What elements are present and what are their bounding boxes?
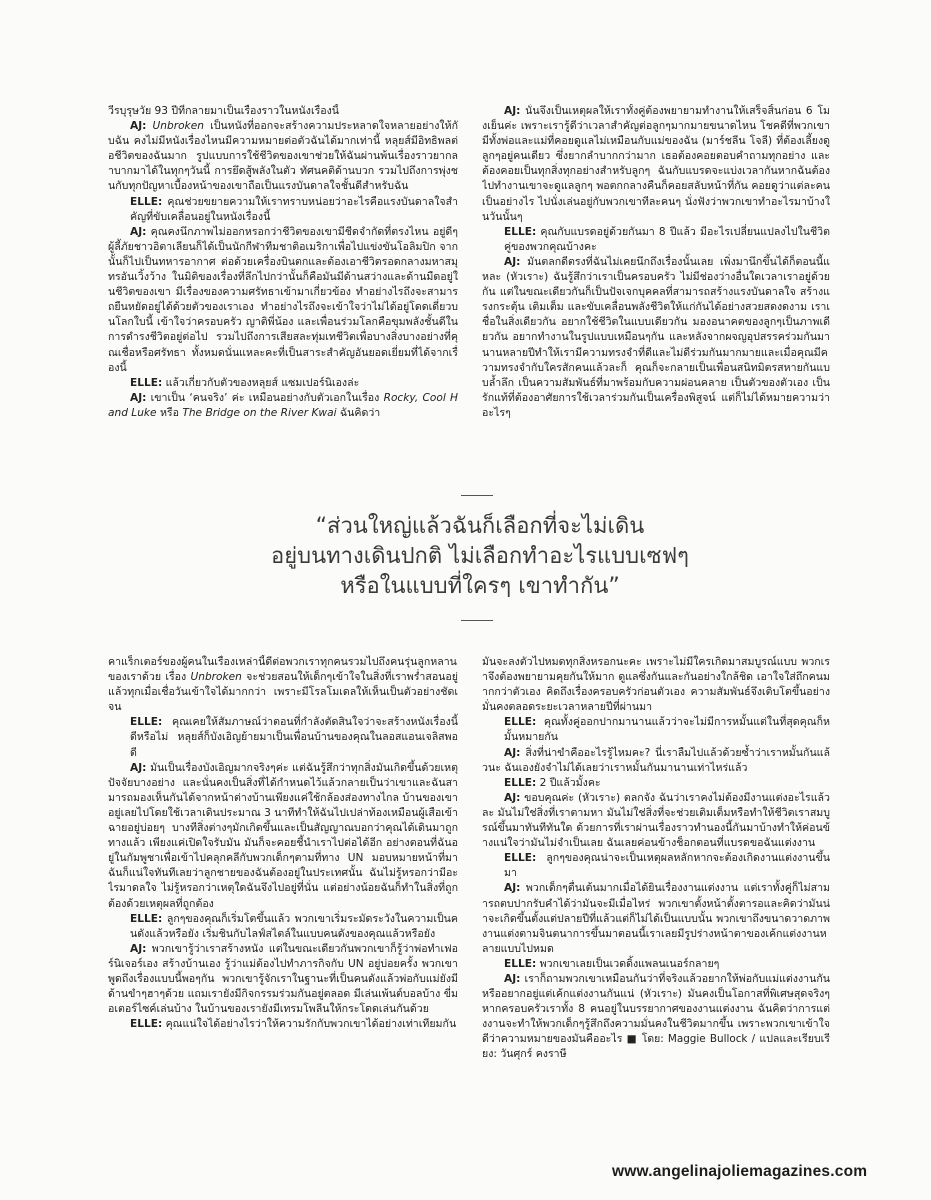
speaker-label: AJ: bbox=[504, 882, 521, 895]
divider bbox=[461, 620, 493, 621]
speaker-label: ELLE: bbox=[130, 376, 163, 389]
speaker-label: ELLE: bbox=[130, 1018, 163, 1031]
answer-paragraph: AJ: Unbroken เป็นหนังที่ออกจะสร้างความประหลาดใจหลายอย่างให้กับฉัน คงไม่มีหนังเรื่องไหนมีความหมายต่อตัวฉันได้มากเท่านี้ หลุยส์มีอิทธิพลต่อชีวิตของฉันมาก รูปแบบการใช้ชีวิตของเขาช่วยให้ฉันผ่านพ้นเรื่องราวยากลำบากมาได้ในทุกๆวันนี้ การยึดสู้พลังในตัว ทัศนคติด้านบวก รวมไปถึงการพุ่งชนกับทุกปัญหาเบื้องหน้าของเขาถือเป็นแรงบันดาลใจชั้นดีสำหรับฉัน bbox=[108, 120, 458, 193]
speaker-label: AJ: bbox=[130, 391, 147, 404]
speaker-label: ELLE: bbox=[130, 716, 163, 729]
answer-paragraph: AJ: มันตลกดีตรงที่ฉันไม่เคยนึกถึงเรื่องนั้นเลย เพิ่งมานึกขึ้นได้ก็ตอนนี้แหละ (หัวเราะ) ฉันรู้สึกว่าเราเป็นครอบครัว ไม่มีช่องว่างอื่นใดเวลาเราอยู่ด้วยกัน แต่ในขณะเดียวกันก็เป็นปัจเจกบุคคลที่สามารถสร้างแรงบันดาลใจ สร้างแรงกระตุ้น เติมเต็ม และขับเคลื่อนพลังชีวิตให้แก่กันได้อย่างสวยสดงดงาม เราเชื่อในสิ่งเดียวกัน อยากใช้ชีวิตในแบบเดียวกัน มองอนาคตของลูกๆเป็นภาพเดียวกัน อยากทำงานในรูปแบบเหมือนๆกัน และหลังจากผจญอุปสรรคร่วมกันมานานหลายปีทำให้เรามีความทรงจำที่ดีและไม่ดีร่วมกันมากมายและเมื่อคุณมีความทรงจำกับใครสักคนแล้วละก็ คุณก็จะกลายเป็นเพื่อนสนิทมิตรสหายกันแบบล้ำลึก เป็นความสัมพันธ์ที่มาพร้อมกับความผ่อนคลาย เป็นตัวของตัวเอง เป็นรักแท้ที่ต้องอาศัยการใช้เวลาร่วมกันเป็นเครื่องพิสูจน์ แต่ก็ไม่ได้หมายความว่าอะไรๆ bbox=[482, 255, 830, 419]
speaker-label: ELLE: bbox=[504, 957, 537, 970]
pull-quote-line: หรือในแบบที่ใครๆ เขาทำกัน” bbox=[340, 574, 620, 599]
answer-paragraph: AJ: คุณคงนึกภาพไม่ออกหรอกว่าชีวิตของเขามีชีดจำกัดที่ตรงไหน อยู่ดีๆผู้ลี้ภัยชาวอิตาเลียนก็ได้เป็นนักกีฬาทีมชาติอเมริกาเพื่อไปแข่งขันโอลิมปิก จากนั้นก็ไปเป็นทหารอากาศ ต่อด้วยเครื่องบินตกและต้องเอาชีวิตรอดกลางมหาสมุทรอันเวิ้งว้าง ในมิติของเรื่องที่ลึกไปกว่านั้นก็คือมันมีด้านสว่างและด้านมืดอยู่ในชีวิตของเขา มีเรื่องของความศรัทธาเข้ามาเกี่ยวข้อง ทำอย่างไรถึงจะสามารถยืนหยัดอยู่ได้ด้วยตัวของเราเอง ทำอย่างไรถึงจะเข้าใจว่าไม่ได้อยู่โดดเดี่ยวบนโลกใบนี้ เข้าใจว่าครอบครัว ญาติพี่น้อง และเพื่อนร่วมโลกคือขุมพลังชั้นดีในการดำรงชีวิตอยู่ต่อไป รวมไปถึงการเสียสละทุ่มเทชีวิตเพื่อบางสิ่งบางอย่างที่คุณเชื่อหรือศรัทธา ทั้งหมดนั่นแหละคะที่เป็นสาระสำคัญอันยอดเยี่ยมที่ได้จากเรื่องนี้ bbox=[108, 225, 458, 374]
question-paragraph: ELLE: ลูกๆของคุณก็เริ่มโตขึ้นแล้ว พวกเขาเริ่มระมัดระวังในความเป็นคนดังแล้วหรือยัง เริ่มชินกับไลฟ์สไตล์ในแบบคนดังของคุณแล้วหรือยัง bbox=[130, 912, 458, 940]
translator-credit: แปลและเรียบเรียง: วันศุกร์ คงราษี bbox=[482, 1033, 830, 1061]
answer-paragraph: AJ: นั่นจึงเป็นเหตุผลให้เราทั้งคู่ต้องพยายามทำงานให้เสร็จสิ้นก่อน 6 โมงเย็นค่ะ เพราะเรารู้ดีว่าเวลาสำคัญต่อลูกๆมากมายขนาดไหน โชคดีที่พวกเขามีทั้งพ่อและแม่ที่คอยดูแลไม่เหมือนกับแม่ของฉัน (มาร์ชลีน โจลี) ที่ต้องเลี้ยงดูลูกๆอยู่คนเดียว ซึ่งยากลำบากกว่ามาก เธอต้องคอยตอบคำถามทุกอย่าง และต้องคอยเป็นทุกสิ่งทุกอย่างสำหรับลูกๆ ฉันกับแบรดจะแบ่งเวลากันหากฉันต้องไปทำงานเขาจะดูแลลูกๆ พอตกกลางคืนก็คอยสลับหน้าที่กัน คอยดูว่าแต่ละคนเป็นอย่างไร ไปนั่งเล่นอยู่กับพวกเขาทีละคนๆ นั่งฟังว่าพวกเขาทำอะไรมาบ้างในวันนั้นๆ bbox=[482, 105, 830, 223]
speaker-label: ELLE: bbox=[130, 195, 163, 208]
speaker-label: AJ: bbox=[130, 225, 147, 238]
answer-paragraph: AJ: ขอบคุณค่ะ (หัวเราะ) ตลกจัง ฉันว่าเราคงไม่ต้องมีงานแต่งอะไรแล้วละ มันไม่ใช่สิ่งที่เราตามหา มันไม่ใช่สิ่งที่จะช่วยเติมเต็มหรือทำให้ชีวิตเราสมบูรณ์ขึ้นมาทันทีทันใด ด้วยการที่เราผ่านเรื่องราวทำนองนี้กันมาบ้างทำให้ค่อนข้างแน่ใจว่ามันไม่จำเป็นเลย ฉันเลยค่อนข้างช็อกตอนที่แบรดขอฉันแต่งงาน bbox=[482, 791, 830, 850]
speaker-label: AJ: bbox=[504, 255, 521, 268]
answer-paragraph: AJ: สิ่งที่น่าขำคืออะไรรู้ไหมคะ? นี่เราลืมไปแล้วด้วยซ้ำว่าเราหมั้นกันแล้วนะ ฉันเองยังจำไม่ได้เลยว่าเราหมั้นกันมานานเท่าไหร่แล้ว bbox=[482, 746, 830, 774]
film-title: The Bridge on the River Kwai bbox=[182, 406, 337, 419]
answer-paragraph: AJ: พวกเด็กๆตื่นเต้นมากเมื่อได้ยินเรื่องงานแต่งงาน แต่เราทั้งคู่ก็ไม่สามารถตบปากรับคำได้ว่ามันจะมีเมื่อไหร่ พวกเขาตั้งหน้าตั้งตารอและคิดว่ามันน่าจะเกิดขึ้นตั้งแต่ปลายปีที่แล้วแต่ก็ไม่ได้เป็นแบบนั้น พวกเขาถึงขนาดวาดภาพงานแต่งตามจินตนาการขึ้นมาตอนนี้เราเลยมีรูปร่างหน้าตาของเค้กแต่งงานหลายแบบไปหมด bbox=[482, 882, 830, 955]
paragraph: มันจะลงตัวไปหมดทุกสิ่งหรอกนะคะ เพราะไม่มีใครเกิดมาสมบูรณ์แบบ พวกเราจึงต้องพยายามคุยกันให้มาก ดูแลซึ่งกันและกันอย่างใกล้ชิด เอาใจใส่ถึกคนมากกว่าตัวเอง คิดถึงเรื่องครอบครัวก่อนตัวเอง ความสัมพันธ์จึงเติบโตขึ้นอย่างมั่นคงตลอดระยะเวลาหลายปีที่ผ่านมา bbox=[482, 656, 830, 714]
question-paragraph: ELLE: คุณเคยให้สัมภาษณ์ว่าตอนที่กำลังตัดสินใจว่าจะสร้างหนังเรื่องนี้ดีหรือไม่ หลุยส์ก็บังเอิญย้ายมาเป็นเพื่อนบ้านของคุณในลอสแอนเจลิสพอดี bbox=[130, 716, 458, 759]
speaker-label: ELLE: bbox=[504, 716, 537, 729]
article-column-top-left bbox=[108, 104, 458, 480]
question-paragraph: ELLE: คุณแน่ใจได้อย่างไรว่าให้ความรักกับพวกเขาได้อย่างเท่าเทียมกัน bbox=[130, 1018, 457, 1031]
pull-quote-line: “ส่วนใหญ่แล้วฉันก็เลือกที่จะไม่เดิน bbox=[315, 514, 645, 539]
end-mark: ■ bbox=[626, 1033, 638, 1046]
answer-paragraph: AJ: พวกเขารู้ว่าเราสร้างหนัง แต่ในขณะเดียวกันพวกเขาก็รู้ว่าพ่อทำเฟอร์นิเจอร์เอง สร้างบ้านเอง รู้ว่าแม่ต้องไปทำภารกิจกับ UN อยู่บ่อยครั้ง พวกเขาพูดถึงเรื่องแบบนี้พอๆกัน พวกเขารู้จักเราในฐานะที่เป็นคนดังแล้วพ่อกับแม่ยังมีด้านขำๆฮาๆด้วย แถมเรายังมีกิจกรรมร่วมกันอยู่ตลอด มีเล่นเพ้นต์บอลบ้าง ขี่มอเตอร์ไซค์เล่นบ้าง ในบ้านของเรายังมีเทรมโพลีนให้กระโดดเล่นกันด้วย bbox=[108, 942, 458, 1016]
speaker-label: ELLE: bbox=[504, 852, 537, 865]
question-paragraph: ELLE: ลูกๆของคุณน่าจะเป็นเหตุผลหลักหากจะต้องเกิดงานแต่งงานขึ้นมา bbox=[504, 852, 830, 880]
speaker-label: AJ: bbox=[504, 791, 521, 804]
question-paragraph: ELLE: คุณช่วยขยายความให้เราทราบหน่อยว่าอะไรคือแรงบันดาลใจสำคัญที่ขับเคลื่อนอยู่ในหนังเรื่องนี้ bbox=[130, 195, 458, 223]
paragraph: คาแร็กเตอร์ของผู้คนในเรื่องเหล่านี้ดีต่อพวกเราทุกคนรวมไปถึงคนรุ่นลูกหลานของเราด้วย เรื่อง Unbroken จะช่วยสอนให้เด็กๆเข้าใจในสิ่งที่เราพร่ำสอนอยู่แล้วทุกเมื่อเชื่อวันเข้าใจได้มากกว่า เพราะมีโรลโมเดลให้เห็นเป็นตัวอย่างชัดเจน bbox=[108, 656, 458, 714]
question-paragraph: ELLE: 2 ปีแล้วมั้งคะ bbox=[504, 776, 601, 789]
article-column-top-right bbox=[482, 104, 830, 480]
speaker-label: AJ: bbox=[130, 942, 147, 955]
website-watermark: www.angelinajoliemagazines.com bbox=[612, 1163, 868, 1180]
answer-paragraph: AJ: มันเป็นเรื่องบังเอิญมากจริงๆค่ะ แต่ฉันรู้สึกว่าทุกสิ่งมันเกิดขึ้นด้วยเหตุปัจจัยบางอย่าง และนั่นคงเป็นสิ่งที่ได้กำหนดไว้แล้วกลายเป็นว่าเขาและฉันสามารถมองเห็นกันได้จากหน้าต่างบ้านเพียงแค่ใช้กล้องส่องทางไกล บ้านของเขาอยู่เลยไปโดยใช้เวลาเดินประมาณ 3 นาทีทำให้ฉันไปเปล่าท้องเหมือนผู้เสือเข้าฉายอยู่บ่อยๆ บางทีสิ่งต่างๆมักเกิดขึ้นและเป็นสัญญาณบอกว่าคุณได้เดินมาถูกทางแล้ว เพียงแค่เปิดใจรับมัน มันก็จะคอยชี้นำเราไปต่อได้อีก อย่างตอนที่ฉันอยู่ในกัมพูชาเพื่อเข้าไปคลุกคลีกับพวกเด็กๆตามที่ทาง UN มอบหมายหน้าที่มา ฉันก็แน่ใจทันทีเลยว่าลูกชายของฉันต้องอยู่ในประเทศนั้น ฉันไม่รู้หรอกว่ามีอะไรมาดลใจ ไม่รู้หรอกว่าเหตุใดฉันจึงไปอยู่ที่นั่น แต่อย่างน้อยฉันก็ทำในสิ่งที่ถูกต้องด้วยเหตุผลที่ถูกต้อง bbox=[108, 761, 458, 910]
byline: โดย: Maggie Bullock / bbox=[641, 1033, 756, 1046]
question-paragraph: ELLE: คุณทั้งคู่ออกปากมานานแล้วว่าจะไม่มีการหมั้นแต่ในที่สุดคุณก็หมั้นหมายกัน bbox=[504, 716, 830, 744]
article-column-bottom-right bbox=[482, 655, 830, 1125]
article-column-bottom-left bbox=[108, 655, 458, 1125]
paragraph: วีรบุรุษวัย 93 ปีที่กลายมาเป็นเรื่องราวในหนังเรื่องนี้ bbox=[108, 105, 340, 117]
pull-quote bbox=[240, 512, 720, 602]
speaker-label: ELLE: bbox=[504, 225, 537, 238]
speaker-label: AJ: bbox=[130, 761, 147, 774]
answer-paragraph: AJ: เขาเป็น ‘คนจริง’ ค่ะ เหมือนอย่างกับตัวเอกในเรื่อง Rocky, Cool Hand Luke หรือ The Bridge on the River Kwai ฉันคิดว่า bbox=[108, 391, 458, 419]
speaker-label: AJ: bbox=[504, 972, 521, 985]
question-paragraph: ELLE: คุณกับแบรดอยู่ด้วยกันมา 8 ปีแล้ว มีอะไรเปลี่ยนแปลงไปในชีวิตคู่ของพวกคุณบ้างคะ bbox=[504, 225, 830, 253]
film-title: Unbroken bbox=[190, 671, 242, 684]
speaker-label: AJ: bbox=[504, 746, 521, 759]
speaker-label: ELLE: bbox=[504, 776, 537, 789]
answer-paragraph: AJ: เราก็ถามพวกเขาเหมือนกันว่าที่จริงแล้วอยากให้พ่อกับแม่แต่งงานกันหรืออยากอยู่แต่เค้กแต่งงานกันแน่ (หัวเราะ) มันคงเป็นโอกาสที่พิเศษสุดจริงๆหากครอบครัวเราทั้ง 8 คนอยู่ในบรรยากาศของงานแต่งงาน ฉันคิดว่าการแต่งงานจะทำให้พวกเด็กๆรู้สึกถึงความมั่นคงในชีวิตมากขึ้น เพราะพวกเขาเข้าใจดีว่าความหมายของมันคืออะไร ■ โดย: Maggie Bullock / แปลและเรียบเรียง: วันศุกร์ คงราษี bbox=[482, 972, 830, 1061]
speaker-label: AJ: bbox=[504, 105, 521, 117]
pull-quote-line: อยู่บนทางเดินปกติ ไม่เลือกทำอะไรแบบเซฟๆ bbox=[271, 544, 689, 569]
speaker-label: AJ: bbox=[130, 120, 147, 133]
divider bbox=[461, 495, 493, 496]
question-paragraph: ELLE: พวกเขาเลยเป็นเวดดิ้งแพลนเนอร์กลายๆ bbox=[504, 957, 720, 970]
question-paragraph: ELLE: แล้วเกี่ยวกับตัวของหลุยส์ แซมเปอร์นิเองล่ะ bbox=[130, 376, 360, 389]
film-title: Unbroken bbox=[152, 120, 204, 133]
speaker-label: ELLE: bbox=[130, 912, 163, 925]
film-title: Rocky, Cool Hand Luke bbox=[108, 391, 458, 419]
